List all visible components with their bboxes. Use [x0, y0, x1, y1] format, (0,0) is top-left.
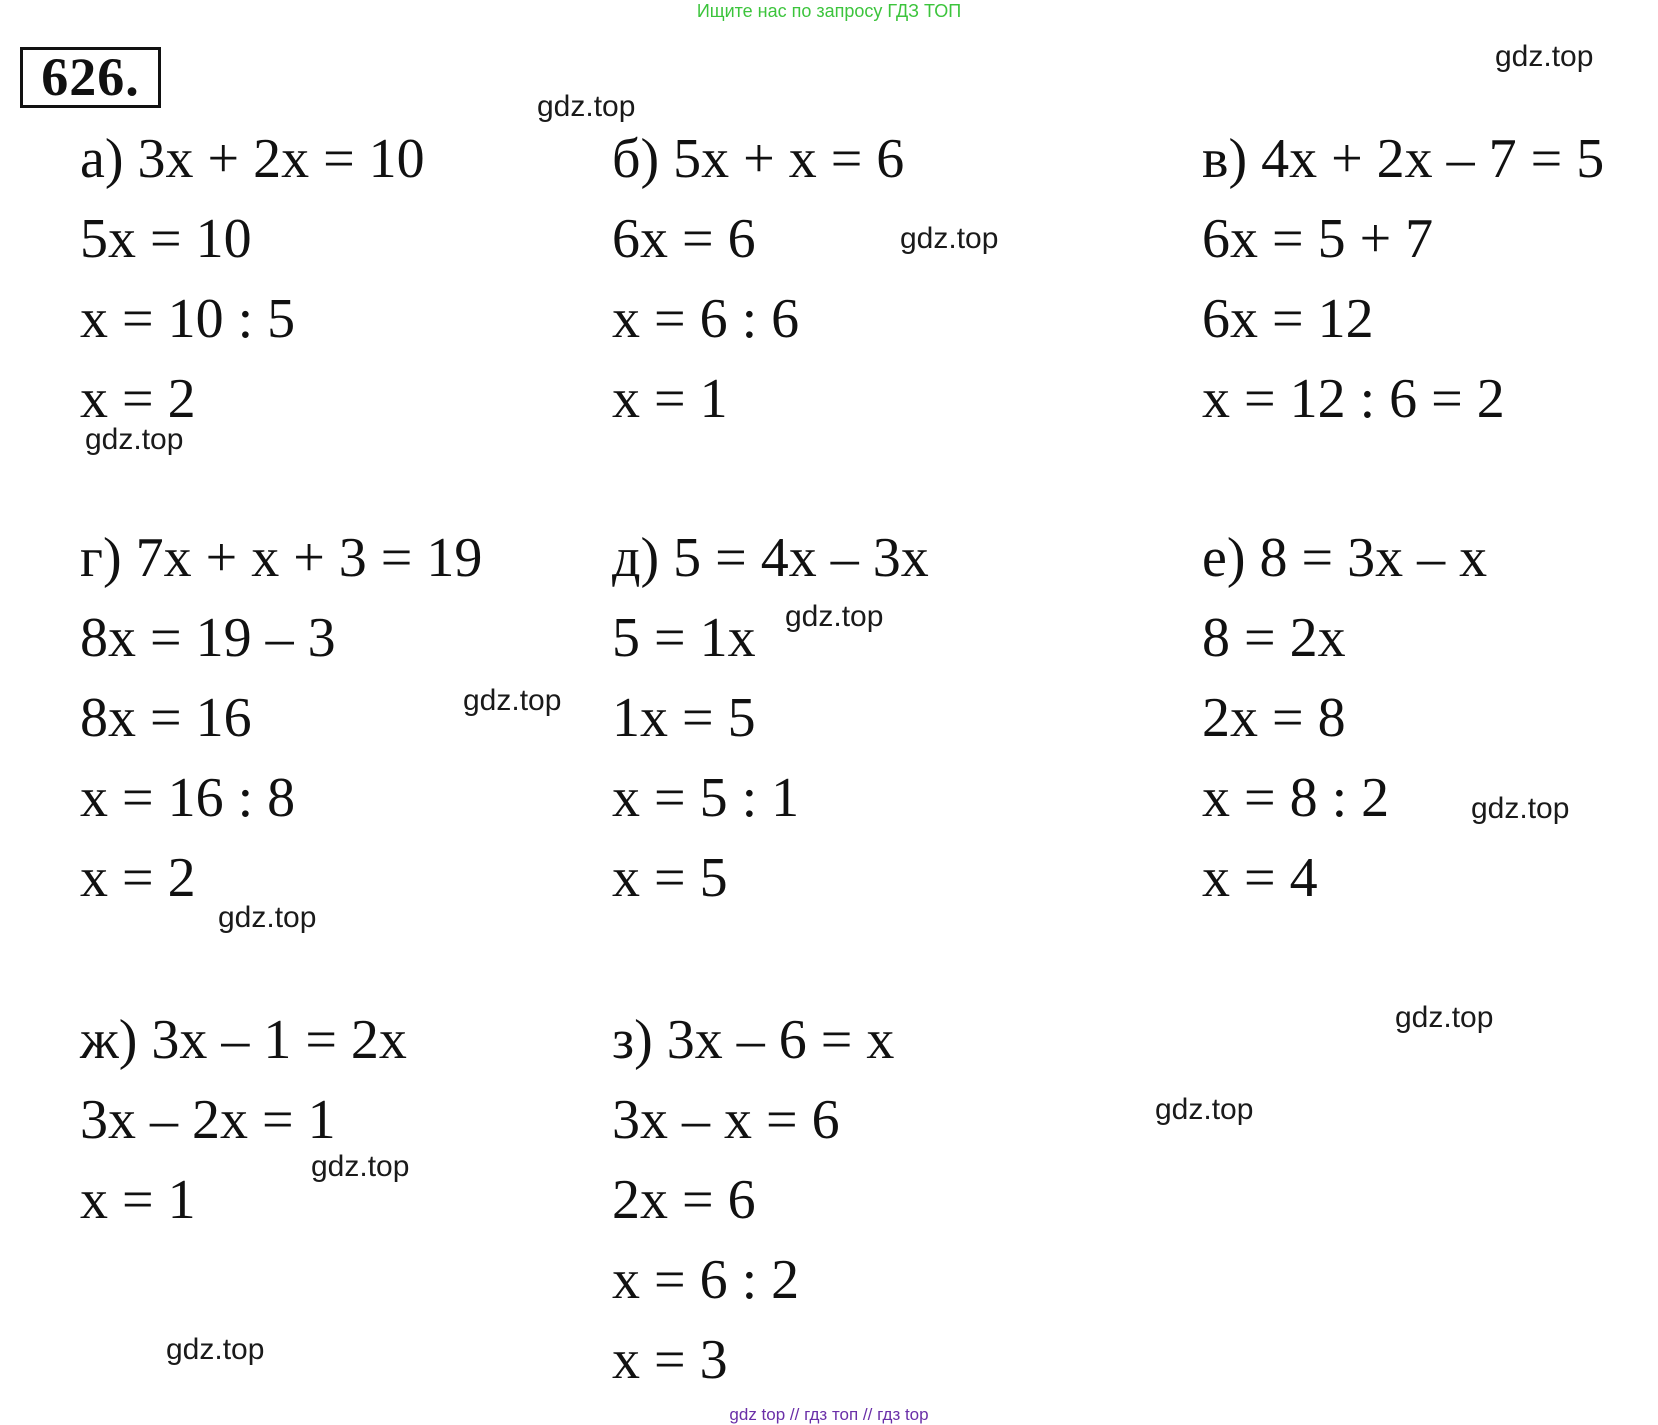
equation-line: x = 5 : 1	[612, 767, 800, 829]
equation-line: 6x = 6	[612, 208, 756, 270]
equation-line: г) 7x + x + 3 = 19	[80, 527, 483, 589]
equation-line: 2x = 8	[1202, 687, 1346, 749]
watermark: gdz.top	[1495, 40, 1594, 73]
problem-a	[80, 119, 425, 439]
equation-line: б) 5x + x = 6	[612, 128, 905, 190]
equation-line: 6x = 12	[1202, 288, 1374, 350]
equation-line: x = 5	[612, 847, 728, 909]
problem-zh	[80, 1000, 410, 1240]
equation-line: з) 3x – 6 = x	[612, 1009, 895, 1071]
equation-line: а) 3x + 2x = 10	[80, 128, 425, 190]
equation-line: x = 10 : 5	[80, 288, 296, 350]
equation-line: 5x = 10	[80, 208, 252, 270]
problem-b	[612, 119, 904, 439]
equation-line: 5 = 1x	[612, 607, 756, 669]
equation-line: в) 4x + 2x – 7 = 5	[1202, 128, 1605, 190]
watermark: gdz.top	[218, 901, 317, 934]
equation-line: x = 2	[80, 368, 196, 430]
equation-line: x = 12 : 6 = 2	[1202, 368, 1505, 430]
watermark: gdz.top	[1471, 792, 1570, 825]
equation-line: 2x = 6	[612, 1169, 756, 1231]
equation-line: 6x = 5 + 7	[1202, 208, 1434, 270]
problem-d	[612, 518, 929, 918]
problem-e	[1202, 518, 1487, 918]
watermark: gdz.top	[311, 1150, 410, 1183]
equation-line: д) 5 = 4x – 3x	[612, 527, 929, 589]
problem-g	[80, 518, 482, 918]
watermark: gdz.top	[537, 90, 636, 123]
equation-line: x = 8 : 2	[1202, 767, 1390, 829]
footer: gdz top // гдз топ // гдз top	[729, 1405, 929, 1424]
equation-line: x = 4	[1202, 847, 1318, 909]
equation-line: x = 1	[612, 368, 728, 430]
equation-line: 8x = 19 – 3	[80, 607, 336, 669]
equation-line: x = 3	[612, 1329, 728, 1391]
top-banner: Ищите нас по запросу ГДЗ ТОП	[696, 1, 962, 21]
watermark: gdz.top	[900, 222, 999, 255]
equation-line: е) 8 = 3x – x	[1202, 527, 1488, 589]
equation-line: x = 16 : 8	[80, 767, 296, 829]
equation-line: 1x = 5	[612, 687, 756, 749]
equation-line: 3x – x = 6	[612, 1089, 840, 1151]
equation-line: 8x = 16	[80, 687, 252, 749]
equation-line: 3x – 2x = 1	[80, 1089, 336, 1151]
problem-v	[1202, 119, 1604, 439]
watermark: gdz.top	[463, 684, 562, 717]
watermark: gdz.top	[85, 423, 184, 456]
equation-line: x = 6 : 2	[612, 1249, 800, 1311]
problem-z	[612, 1000, 894, 1400]
watermark: gdz.top	[1395, 1001, 1494, 1034]
equation-line: 8 = 2x	[1202, 607, 1346, 669]
equation-line: x = 6 : 6	[612, 288, 800, 350]
equation-line: x = 1	[80, 1169, 196, 1231]
watermark: gdz.top	[785, 600, 884, 633]
equation-line: ж) 3x – 1 = 2x	[80, 1009, 407, 1071]
watermark: gdz.top	[1155, 1093, 1254, 1126]
equation-line: x = 2	[80, 847, 196, 909]
task-number: 626.	[20, 47, 161, 108]
watermark: gdz.top	[166, 1333, 265, 1366]
